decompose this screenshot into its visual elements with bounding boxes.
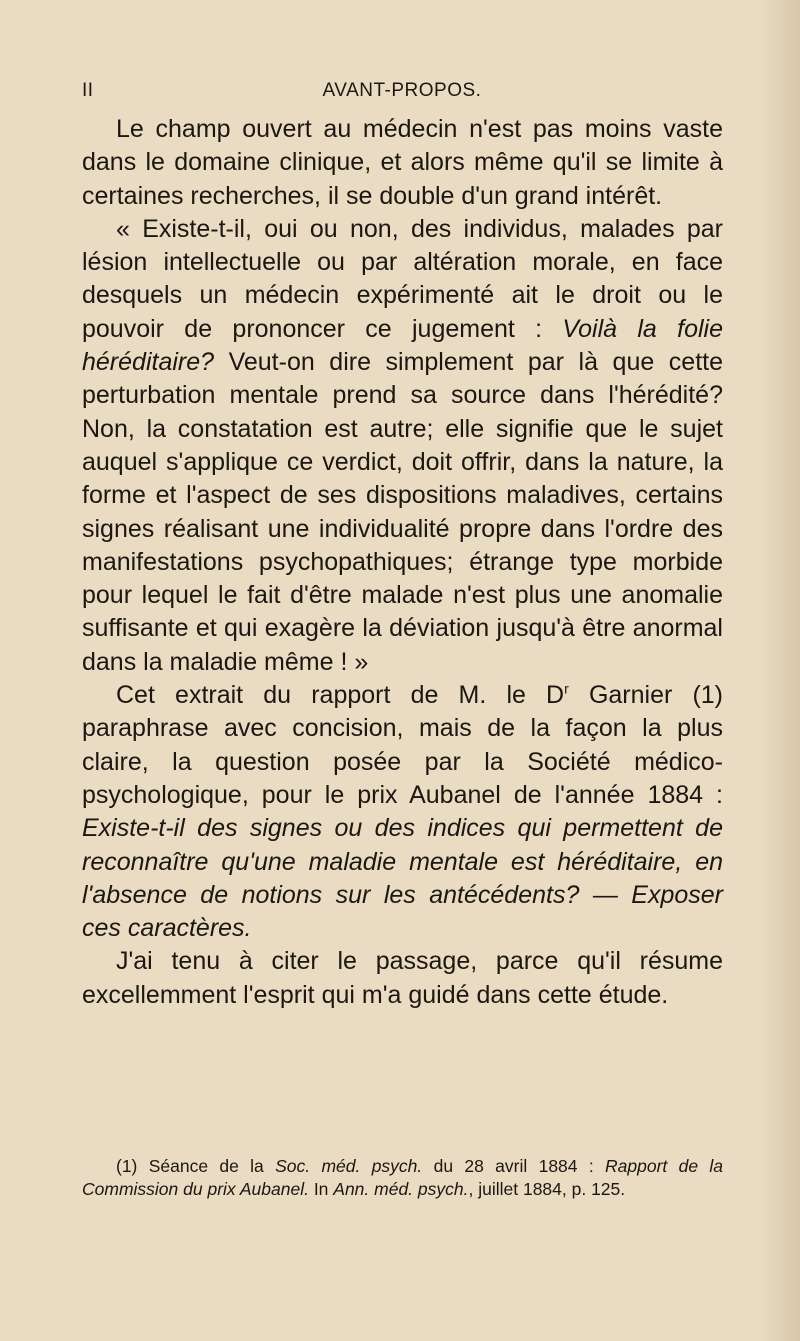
paragraph-4: J'ai tenu à citer le passage, parce qu'il résume excellemment l'esprit qui m'a guidé dans cette étude.: [82, 947, 723, 1009]
footnote-italic-c: Ann. méd. psych.: [333, 1179, 469, 1199]
paragraph-3-superscript: r: [564, 680, 569, 697]
running-title: AVANT-PROPOS.: [322, 80, 482, 101]
body-text: [82, 113, 723, 1012]
footnote-text-c: In: [308, 1179, 334, 1199]
paragraph-2-italic: Voilà la folie héréditaire?: [82, 314, 723, 377]
footnote-italic-a: Soc. méd. psych.: [275, 1156, 423, 1176]
page-edge-shadow: [760, 0, 800, 1341]
footnote-text-d: , juillet 1884, p. 125.: [468, 1179, 626, 1199]
footnote-text-b: du 28 avril 1884 :: [422, 1156, 606, 1176]
footnote-text-a: (1) Séance de la: [116, 1156, 276, 1176]
paragraph-3-text-b: Garnier (1) paraphrase avec concision, mais de la façon la plus claire, la question posée par la Société médico-psychologique, pour le prix Aubanel de l'année 1884 :: [82, 681, 724, 809]
paragraph-3-text-a: Cet extrait du rapport de M. le D: [116, 681, 565, 710]
paragraph-1: Le champ ouvert au médecin n'est pas moins vaste dans le domaine clinique, et alors même qu'il se limite à certaines recherches, il se double d'un grand intérêt.: [82, 115, 723, 210]
footnote: [82, 1155, 723, 1201]
page-number: II: [82, 80, 94, 101]
paragraph-2-text-a: « Existe-t-il, oui ou non, des individus, malades par lésion intellectuelle ou par altération morale, en face desquels un médecin expérimenté ait le droit ou le pouvoir de prononcer ce jugement :: [82, 214, 723, 343]
page-header: [82, 80, 722, 110]
paragraph-2: [82, 213, 723, 679]
paragraph-2-text-b: Veut-on dire simplement par là que cette perturbation mentale prend sa source dans l'hérédité? Non, la constatation est autre; elle signifie que le sujet auquel s'applique ce verdict, doit offrir, dans la nature, la forme et l'aspect de ses dispositions maladives, certains signes réalisant une individualité propre dans l'ordre des manifestations psychopathiques; étrange type morbide pour lequel le fait d'être malade n'est plus une anomalie suffisante et qui exagère la déviation jusqu'à être anormal dans la maladie même ! »: [82, 348, 723, 676]
paragraph-3: [82, 679, 723, 945]
footnote-italic-b: Rapport de la Commission du prix Aubanel.: [82, 1156, 724, 1199]
paragraph-3-italic: Existe-t-il des signes ou des indices qui permettent de reconnaître qu'une maladie mentale est héréditaire, en l'absence de notions sur les antécédents? — Exposer ces caractères.: [82, 814, 723, 943]
